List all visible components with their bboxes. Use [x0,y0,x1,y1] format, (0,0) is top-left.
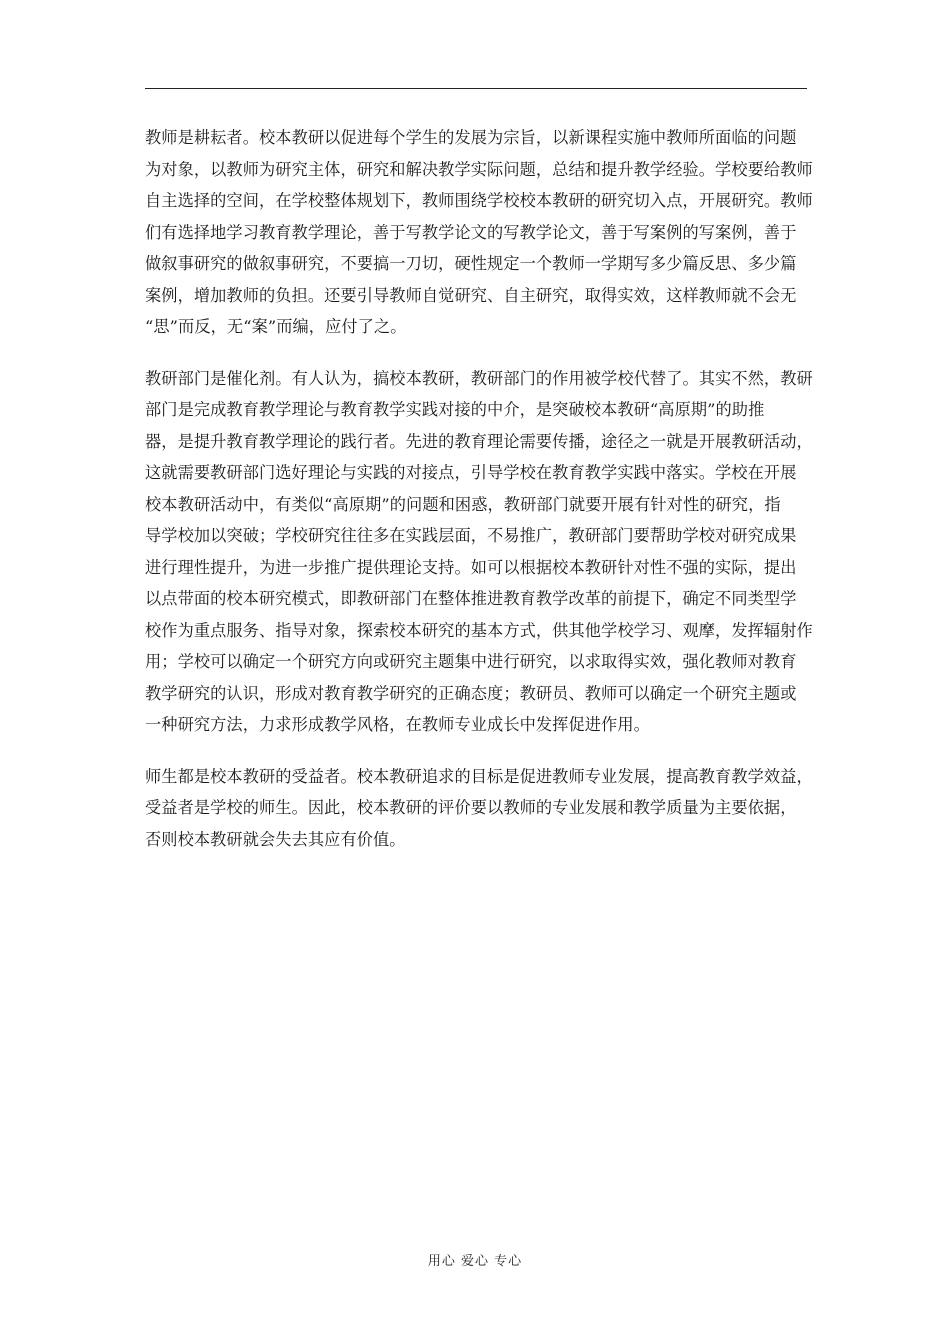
paragraph-line: 部门是完成教育教学理论与教育教学实践对接的中介，是突破校本教研“高原期”的助推 [145,400,765,419]
paragraph-line: 进行理性提升，为进一步推广提供理论支持。如可以根据校本教研针对性不强的实际，提出 [145,557,797,577]
page-footer: 用心 爱心 专心 [427,1254,523,1269]
paragraph-line: 受益者是学校的师生。因此，校本教研的评价要以教师的专业发展和教学质量为主要依据， [145,798,797,817]
header-rule [145,88,807,89]
paragraph-line: 为对象，以教师为研究主体，研究和解决教学实际问题，总结和提升教学经验。学校要给教师 [145,159,813,179]
paragraph-line: 器，是提升教育教学理论的践行者。先进的教育理论需要传播，途径之一就是开展教研活动， [145,431,813,451]
paragraph-line: 用；学校可以确定一个研究方向或研究主题集中进行研究，以求取得实效，强化教师对教育 [145,652,797,671]
paragraph-line: 否则校本教研就会失去其应有价值。 [145,829,406,849]
paragraph-line: 校作为重点服务、指导对象，探索校本研究的基本方式，供其他学校学习、观摩，发挥辐射作 [145,620,813,640]
paragraph-line: 自主选择的空间，在学校整体规划下，教师围绕学校校本教研的研究切入点，开展研究。教师 [145,191,813,210]
paragraph-line: 一种研究方法，力求形成教学风格，在教师专业成长中发挥促进作用。 [145,715,650,734]
paragraph-line: 这就需要教研部门选好理论与实践的对接点，引导学校在教育教学实践中落实。学校在开展 [145,463,797,482]
paragraph-line: 们有选择地学习教育教学理论，善于写教学论文的写教学论文，善于写案例的写案例，善于 [145,222,797,242]
paragraph-research-department [145,363,813,741]
document-body [145,122,813,875]
paragraph-line: 以点带面的校本研究模式，即教研部门在整体推进教育教学改革的前提下，确定不同类型学 [145,589,797,608]
paragraph-teachers [145,122,813,343]
paragraph-line: 校本教研活动中，有类似“高原期”的问题和困惑，教研部门就要开展有针对性的研究，指 [145,494,781,514]
paragraph-line: 教师是耕耘者。校本教研以促进每个学生的发展为宗旨，以新课程实施中教师所面临的问题 [145,128,797,147]
paragraph-beneficiaries [145,761,813,856]
paragraph-line: 师生都是校本教研的受益者。校本教研追求的目标是促进教师专业发展，提高教育教学效益， [145,766,813,786]
paragraph-line: 案例，增加教师的负担。还要引导教师自觉研究、自主研究，取得实效，这样教师就不会无 [145,285,797,305]
paragraph-line: 教研部门是催化剂。有人认为，搞校本教研，教研部门的作用被学校代替了。其实不然，教研 [145,368,813,388]
paragraph-line: 做叙事研究的做叙事研究，不要搞一刀切，硬性规定一个教师一学期写多少篇反思、多少篇 [145,254,797,273]
paragraph-line: 导学校加以突破；学校研究往往多在实践层面，不易推广，教研部门要帮助学校对研究成果 [145,526,797,545]
paragraph-line: 教学研究的认识，形成对教育教学研究的正确态度；教研员、教师可以确定一个研究主题或 [145,683,797,703]
paragraph-line: “思”而反，无“案”而编，应付了之。 [145,317,407,336]
